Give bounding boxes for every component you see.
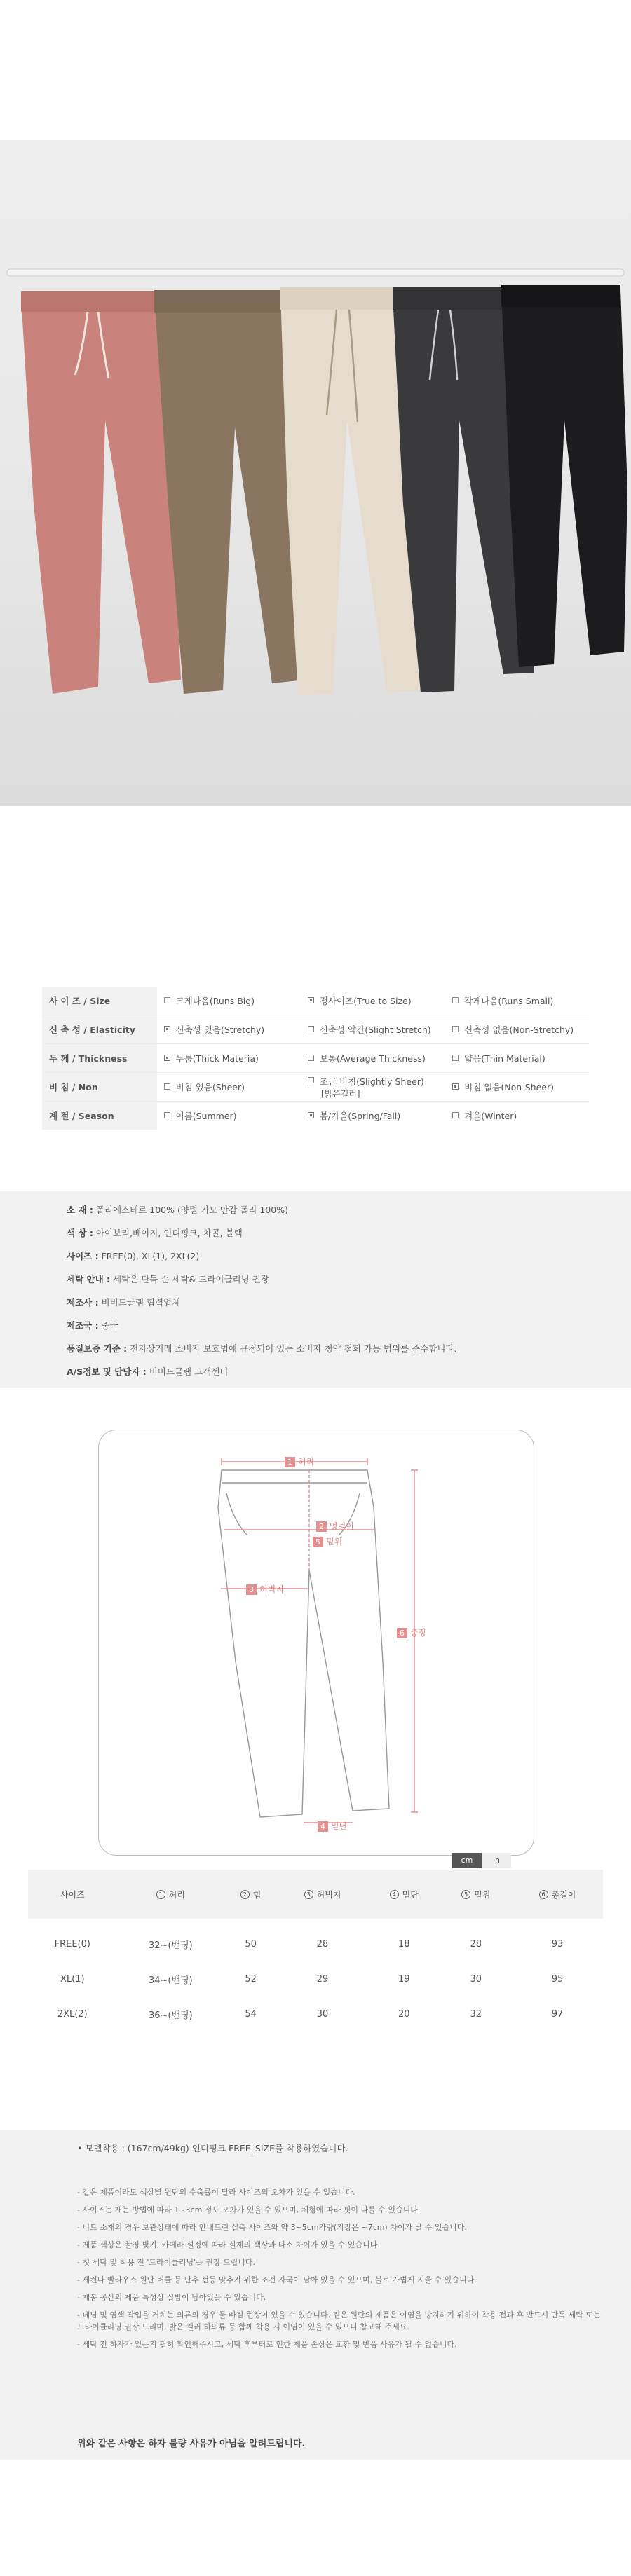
note-item: - 제품 색상은 촬영 빛기, 카메라 설정에 따라 실제의 색상과 다소 차이가 있을 수 있습니다. xyxy=(77,2240,380,2249)
detail-label: A/S정보 및 담당자 : xyxy=(67,1366,147,1377)
tag-text: 총장 xyxy=(410,1628,427,1638)
info-option xyxy=(301,987,445,1015)
checkbox-icon xyxy=(164,1112,170,1118)
number-circle-icon: 3 xyxy=(304,1890,313,1899)
table-cell: 93 xyxy=(551,1938,564,1950)
table-cell: 2XL(2) xyxy=(57,2008,88,2020)
option-text: 작게나옴(Runs Small) xyxy=(464,996,554,1006)
detail-value: 비비드글램 협력업체 xyxy=(98,1297,181,1308)
col-header-text: 힙 xyxy=(252,1889,262,1900)
col-header-text: 밑위 xyxy=(474,1889,491,1900)
checkbox-checked-icon xyxy=(164,1055,170,1061)
info-row-thickness xyxy=(42,1044,589,1073)
detail-item xyxy=(67,1320,599,1331)
tag-number: 5 xyxy=(313,1537,323,1547)
table-cell: 95 xyxy=(551,1973,564,1985)
option-text: 크게나옴(Runs Big) xyxy=(175,996,255,1006)
col-header-length xyxy=(512,1870,603,1919)
number-circle-icon: 6 xyxy=(539,1890,548,1899)
detail-label: 세탁 안내 : xyxy=(67,1274,111,1284)
tag-text: 엉덩이 xyxy=(330,1521,354,1531)
detail-value: 전자상거래 소비자 보호법에 규정되어 있는 소비자 청약 철회 가능 범위를 준수합니다. xyxy=(127,1343,457,1354)
size-diagram xyxy=(98,1430,534,1856)
detail-label: 소 재 : xyxy=(67,1205,93,1215)
table-cell: 28 xyxy=(316,1938,329,1950)
tag-number: 1 xyxy=(285,1457,295,1467)
table-cell: 30 xyxy=(316,2008,329,2020)
option-text: 비침 없음(Non-Sheer) xyxy=(464,1082,554,1092)
checkbox-icon xyxy=(452,1112,459,1118)
table-cell: 32~(밴딩) xyxy=(149,1940,193,1951)
detail-label: 제조국 : xyxy=(67,1320,99,1331)
col-header-hip xyxy=(224,1870,277,1919)
info-row-season xyxy=(42,1102,589,1130)
checkbox-checked-icon xyxy=(308,1112,314,1118)
info-option xyxy=(157,1015,301,1044)
number-circle-icon: 2 xyxy=(240,1890,250,1899)
fit-info-table xyxy=(42,987,589,1130)
option-text: 여름(Summer) xyxy=(175,1111,237,1121)
info-option xyxy=(157,1073,301,1102)
info-option xyxy=(301,1102,445,1130)
info-row-label: 사 이 즈 / Size xyxy=(42,987,157,1015)
detail-item xyxy=(67,1227,599,1239)
info-row-label: 계 절 / Season xyxy=(42,1102,157,1130)
detail-label: 사이즈 : xyxy=(67,1251,99,1261)
info-option xyxy=(301,1015,445,1044)
detail-value: 세탁은 단독 손 세탁& 드라이클리닝 권장 xyxy=(110,1274,269,1284)
table-cell: 28 xyxy=(470,1938,482,1950)
table-cell: FREE(0) xyxy=(54,1938,90,1950)
detail-item xyxy=(67,1250,599,1262)
detail-label: 제조사 : xyxy=(67,1297,99,1308)
pants-pink xyxy=(21,291,181,694)
info-option xyxy=(445,1044,589,1073)
size-table xyxy=(28,1870,603,2032)
detail-item xyxy=(67,1296,599,1308)
col-header-thigh xyxy=(277,1870,368,1919)
col-header-text: 총길이 xyxy=(551,1889,576,1900)
pants-black xyxy=(501,285,627,667)
col-header-text: 허벅지 xyxy=(316,1889,341,1900)
option-text: 봄/가을(Spring/Fall) xyxy=(319,1111,401,1121)
pants-outline-drawing xyxy=(99,1430,534,1855)
col-header-rise xyxy=(440,1870,512,1919)
diagram-tag-thigh xyxy=(246,1583,284,1595)
col-header-hem xyxy=(368,1870,440,1919)
detail-label: 품질보증 기준 : xyxy=(67,1343,128,1354)
table-cell: 50 xyxy=(245,1938,257,1950)
info-row-label: 비 침 / Non xyxy=(42,1073,157,1102)
tag-text: 밑단 xyxy=(331,1821,348,1831)
pants-illustration xyxy=(0,140,631,806)
checkbox-icon xyxy=(308,1055,314,1061)
diagram-tag-waist xyxy=(285,1455,314,1467)
info-row-size xyxy=(42,987,589,1015)
checkbox-icon xyxy=(452,1026,459,1032)
tag-number: 2 xyxy=(316,1521,327,1532)
option-text: 신축성 없음(Non-Stretchy) xyxy=(464,1025,574,1035)
checkbox-icon xyxy=(308,1077,314,1083)
unit-cm-button[interactable]: cm xyxy=(452,1853,482,1868)
table-cell: 29 xyxy=(316,1973,329,1985)
info-option xyxy=(301,1044,445,1073)
option-text: 조금 비침(Slightly Sheer) xyxy=(319,1076,424,1087)
size-table-header xyxy=(28,1870,603,1919)
diagram-tag-length xyxy=(397,1626,426,1638)
info-option xyxy=(445,1015,589,1044)
note-item: - 사이즈는 재는 방법에 따라 1~3cm 정도 오차가 있을 수 있으며, 체형에 따라 핏이 다를 수 있습니다. xyxy=(77,2205,421,2214)
note-item: - 재봉 공산의 제품 특성상 실밥이 남아있을 수 있습니다. xyxy=(77,2293,266,2302)
diagram-tag-hip xyxy=(316,1520,354,1532)
checkbox-icon xyxy=(164,1083,170,1090)
info-option xyxy=(157,1044,301,1073)
checkbox-icon xyxy=(452,1055,459,1061)
option-text: 겨울(Winter) xyxy=(464,1111,517,1121)
detail-value: 중국 xyxy=(98,1320,118,1331)
detail-item xyxy=(67,1273,599,1285)
checkbox-checked-icon xyxy=(452,1083,459,1090)
tag-text: 허리 xyxy=(298,1457,315,1467)
note-item: - 니트 소재의 경우 보관상태에 따라 안내드린 실측 사이즈와 약 3~5cm가량(기장은 ~7cm) 차이가 날 수 있습니다. xyxy=(77,2223,467,2232)
note-item: - 세컨나 빨라우스 원단 버클 등 단추 선등 맞추기 위한 조건 자국이 남아 있을 수 있으며, 불로 가볍게 지울 수 있습니다. xyxy=(77,2275,477,2284)
col-header-text: 허리 xyxy=(168,1889,185,1900)
info-option xyxy=(157,1102,301,1130)
number-circle-icon: 5 xyxy=(461,1890,470,1899)
diagram-tag-rise xyxy=(313,1535,342,1547)
option-text: 두툼(Thick Materia) xyxy=(175,1053,259,1064)
table-cell: 34~(밴딩) xyxy=(149,1975,193,1986)
checkbox-icon xyxy=(308,1026,314,1032)
table-cell: XL(1) xyxy=(60,1973,85,1985)
info-option xyxy=(301,1073,445,1102)
number-circle-icon: 1 xyxy=(156,1890,165,1899)
option-text: 얇음(Thin Material) xyxy=(464,1053,545,1064)
option-text: 신축성 약간(Slight Stretch) xyxy=(319,1025,431,1035)
product-photo xyxy=(0,140,631,806)
detail-item xyxy=(67,1343,599,1355)
closing-notice: 위와 같은 사항은 하자 불량 사유가 아님을 알려드립니다. xyxy=(77,2439,306,2449)
checkbox-checked-icon xyxy=(164,1026,170,1032)
note-item: - 첫 세탁 및 착용 전 '드라이클리닝'을 권장 드립니다. xyxy=(77,2258,256,2267)
tag-number: 4 xyxy=(318,1821,328,1832)
col-header-waist xyxy=(117,1870,225,1919)
product-details xyxy=(67,1204,599,1389)
option-text: 보통(Average Thickness) xyxy=(319,1053,426,1064)
unit-inch-button[interactable]: in xyxy=(482,1853,511,1868)
detail-value: 폴리에스테르 100% (양털 기모 안감 폴리 100%) xyxy=(93,1205,288,1215)
tag-text: 밑위 xyxy=(326,1537,343,1547)
table-cell: 52 xyxy=(245,1973,257,1985)
table-cell: 54 xyxy=(245,2008,257,2020)
table-cell: 19 xyxy=(398,1973,410,1985)
info-option xyxy=(445,1102,589,1130)
option-subtext: [밝은컬러] xyxy=(320,1088,360,1099)
info-row-label: 두 께 / Thickness xyxy=(42,1044,157,1073)
model-fit-note: • 모델착용 : (167cm/49kg) 인디핑크 FREE_SIZE를 착용하였습니다. xyxy=(77,2143,348,2153)
detail-label: 색 상 : xyxy=(67,1228,93,1238)
info-row-sheer xyxy=(42,1073,589,1102)
detail-value: FREE(0), XL(1), 2XL(2) xyxy=(98,1251,200,1261)
diagram-tag-hem xyxy=(318,1820,347,1832)
detail-item xyxy=(67,1366,599,1378)
tag-number: 3 xyxy=(246,1584,257,1595)
col-header-size: 사이즈 xyxy=(28,1870,117,1919)
tag-number: 6 xyxy=(397,1628,407,1638)
checkbox-icon xyxy=(164,997,170,1003)
table-cell: 18 xyxy=(398,1938,410,1950)
info-option xyxy=(445,1073,589,1102)
detail-value: 비비드글램 고객센터 xyxy=(146,1366,229,1377)
checkbox-checked-icon xyxy=(308,997,314,1003)
option-text: 신축성 있음(Stretchy) xyxy=(175,1025,265,1035)
table-row xyxy=(28,1996,603,2032)
table-cell: 32 xyxy=(470,2008,482,2020)
detail-item xyxy=(67,1204,599,1216)
option-text: 정사이즈(True to Size) xyxy=(319,996,412,1006)
table-cell: 97 xyxy=(551,2008,564,2020)
info-row-label: 신 축 성 / Elasticity xyxy=(42,1015,157,1044)
table-cell: 20 xyxy=(398,2008,410,2020)
checkbox-icon xyxy=(452,997,459,1003)
note-item: - 데님 및 염색 작업을 거치는 의류의 경우 물 빠짐 현상이 있을 수 있습니다. 짙은 원단의 제품은 이염을 방지하기 위하여 착용 전과 후 반드시 단독 세탁 또는 드라이클리닝 권장 드리며, 밝은 컬러 하의류 등 함께 착용 시 이염이 있을 수 있으니 참고해 주세요. xyxy=(77,2310,601,2331)
number-circle-icon: 4 xyxy=(390,1890,399,1899)
info-row-elasticity xyxy=(42,1015,589,1044)
option-text: 비침 있음(Sheer) xyxy=(175,1082,245,1092)
table-cell: 36~(밴딩) xyxy=(149,2010,193,2021)
note-item: - 세탁 전 하자가 있는지 필히 확인해주시고, 세탁 후부터로 인한 제품 손상은 교환 및 반품 사유가 될 수 없습니다. xyxy=(77,2340,457,2349)
info-option xyxy=(157,987,301,1015)
tag-text: 허벅지 xyxy=(259,1584,284,1594)
table-row xyxy=(28,1919,603,1961)
care-notes xyxy=(77,2186,610,2356)
info-option xyxy=(445,987,589,1015)
table-row xyxy=(28,1961,603,1996)
detail-value: 아이보리,베이지, 인디핑크, 차콜, 블랙 xyxy=(93,1228,243,1238)
note-item: - 같은 제품이라도 색상별 원단의 수축률이 달라 사이즈의 오차가 있을 수 있습니다. xyxy=(77,2188,355,2197)
col-header-text: 밑단 xyxy=(402,1889,419,1900)
table-cell: 30 xyxy=(470,1973,482,1985)
